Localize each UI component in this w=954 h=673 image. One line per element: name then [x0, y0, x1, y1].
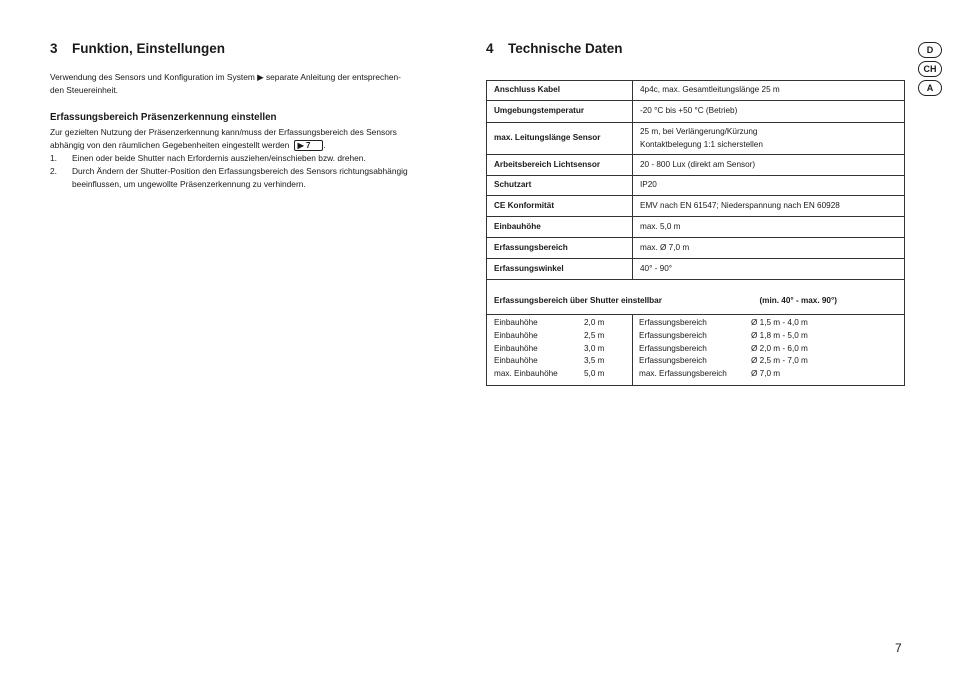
height-value: 3,0 m — [584, 343, 605, 353]
height-label: Einbauhöhe — [494, 356, 538, 366]
section-3-body — [50, 126, 470, 191]
row-value-line: max. Ø 7,0 m — [640, 242, 690, 252]
page-reference[interactable]: ▶ 7 — [294, 140, 324, 151]
shutter-range-line — [639, 355, 897, 368]
shutter-heading-cell — [487, 280, 905, 315]
language-badge: CH — [918, 61, 942, 77]
shutter-height-line — [494, 330, 625, 343]
section-4-number: 4 — [486, 41, 494, 56]
table-row — [487, 176, 905, 196]
shutter-heading — [494, 295, 897, 308]
range-label: Erfassungsbereich — [639, 330, 707, 340]
row-label: Erfassungswinkel — [487, 259, 633, 280]
row-value-line: 25 m, bei Verlängerung/Kürzung — [640, 127, 758, 136]
shutter-height-line — [494, 317, 625, 330]
shutter-range-line — [639, 330, 897, 343]
row-value-line: 20 - 800 Lux (direkt am Sensor) — [640, 159, 756, 169]
subheading: Erfassungsbereich Präsenzerkennung einstellen — [50, 112, 277, 123]
steps-list — [50, 152, 470, 191]
range-value: Ø 1,8 m - 5,0 m — [751, 330, 808, 340]
section-3-intro — [50, 71, 470, 97]
section-3-title: Funktion, Einstellungen — [72, 41, 225, 56]
step-text: Einen oder beide Shutter nach Erfordernis ausziehen/einschieben bzw. drehen. — [72, 153, 366, 163]
row-label: max. Leitungslänge Sensor — [487, 123, 633, 155]
shutter-height-line — [494, 343, 625, 356]
row-label: Anschluss Kabel — [487, 81, 633, 101]
arrow-right-icon: ▶ — [257, 72, 264, 82]
table-row — [487, 155, 905, 176]
intro-text-cont: separate Anleitung der entsprechen- — [265, 72, 401, 82]
range-label: Erfassungsbereich — [639, 356, 707, 366]
body-end: . — [323, 140, 326, 150]
height-value: 2,0 m — [584, 318, 605, 327]
row-value — [633, 81, 905, 101]
shutter-range-line — [639, 343, 897, 356]
step-text: Durch Ändern der Shutter-Position den Erfassungsbereich des Sensors richtungsabhängig — [72, 166, 408, 176]
page-number: 7 — [895, 641, 902, 655]
row-value-line: max. 5,0 m — [640, 221, 681, 231]
row-value — [633, 259, 905, 280]
row-label: Erfassungsbereich — [487, 238, 633, 259]
body-line-2: abhängig von den räumlichen Gegebenheiten eingestellt werden — [50, 140, 290, 150]
table-row — [487, 217, 905, 238]
height-label: max. Einbauhöhe — [494, 369, 558, 379]
range-label: Erfassungsbereich — [639, 318, 707, 327]
intro-line-2: den Steuereinheit. — [50, 85, 118, 95]
table-row — [487, 196, 905, 217]
table-row — [487, 238, 905, 259]
shutter-ranges-cell — [633, 315, 905, 386]
step-number: 1. — [50, 153, 57, 163]
row-label: CE Konformität — [487, 196, 633, 217]
height-value: 3,5 m — [584, 356, 605, 366]
height-label: Einbauhöhe — [494, 318, 538, 327]
row-label: Umgebungstemperatur — [487, 101, 633, 123]
intro-text: Verwendung des Sensors und Konfiguration im System — [50, 72, 255, 82]
range-label: max. Erfassungsbereich — [639, 369, 727, 379]
shutter-heights-cell — [487, 315, 633, 386]
row-value-line-2: Kontaktbelegung 1:1 sicherstellen — [640, 139, 763, 149]
height-value: 5,0 m — [584, 369, 605, 379]
shutter-range-line — [639, 368, 897, 381]
range-value: Ø 7,0 m — [751, 369, 781, 379]
row-value-line: 4p4c, max. Gesamtleitungslänge 25 m — [640, 85, 780, 95]
row-value-line: EMV nach EN 61547; Niederspannung nach EN 60928 — [640, 200, 840, 210]
row-label: Schutzart — [487, 176, 633, 196]
table-row — [487, 259, 905, 280]
range-label: Erfassungsbereich — [639, 343, 707, 353]
range-value: Ø 2,0 m - 6,0 m — [751, 343, 808, 353]
row-value — [633, 196, 905, 217]
height-value: 2,5 m — [584, 330, 605, 340]
row-value — [633, 101, 905, 123]
section-4-heading — [486, 41, 623, 56]
section-3-number: 3 — [50, 41, 58, 56]
table-row — [487, 101, 905, 123]
step-number: 2. — [50, 166, 57, 176]
step-item — [50, 165, 470, 191]
range-value: Ø 2,5 m - 7,0 m — [751, 356, 808, 366]
row-value-line: -20 °C bis +50 °C (Betrieb) — [640, 106, 738, 116]
row-value — [633, 155, 905, 176]
shutter-range: (min. 40° - max. 90°) — [759, 296, 837, 306]
language-badge: A — [918, 80, 942, 96]
shutter-heading-text: Erfassungsbereich über Shutter einstellbar — [494, 296, 662, 306]
range-value: Ø 1,5 m - 4,0 m — [751, 318, 808, 327]
row-value-line: IP20 — [640, 180, 657, 190]
row-value — [633, 123, 905, 155]
shutter-height-line — [494, 355, 625, 368]
section-3-heading — [50, 41, 225, 56]
row-value-line: 40° - 90° — [640, 263, 673, 273]
table-row — [487, 123, 905, 155]
table-row — [487, 81, 905, 101]
language-badge: D — [918, 42, 942, 58]
shutter-height-line — [494, 368, 625, 381]
row-label: Arbeitsbereich Lichtsensor — [487, 155, 633, 176]
row-label: Einbauhöhe — [487, 217, 633, 238]
height-label: Einbauhöhe — [494, 330, 538, 340]
shutter-heading-row — [487, 280, 905, 315]
step-text-cont: beeinflussen, um ungewollte Präsenzerkennung zu verhindern. — [72, 179, 306, 189]
technical-data-table — [486, 80, 905, 386]
row-value — [633, 238, 905, 259]
section-4-title: Technische Daten — [508, 41, 623, 56]
body-line-1: Zur gezielten Nutzung der Präsenzerkennung kann/muss der Erfassungsbereich des Sensors — [50, 127, 397, 137]
shutter-data-row — [487, 315, 905, 386]
step-item — [50, 152, 470, 165]
row-value — [633, 217, 905, 238]
shutter-range-line — [639, 317, 897, 330]
row-value — [633, 176, 905, 196]
height-label: Einbauhöhe — [494, 343, 538, 353]
